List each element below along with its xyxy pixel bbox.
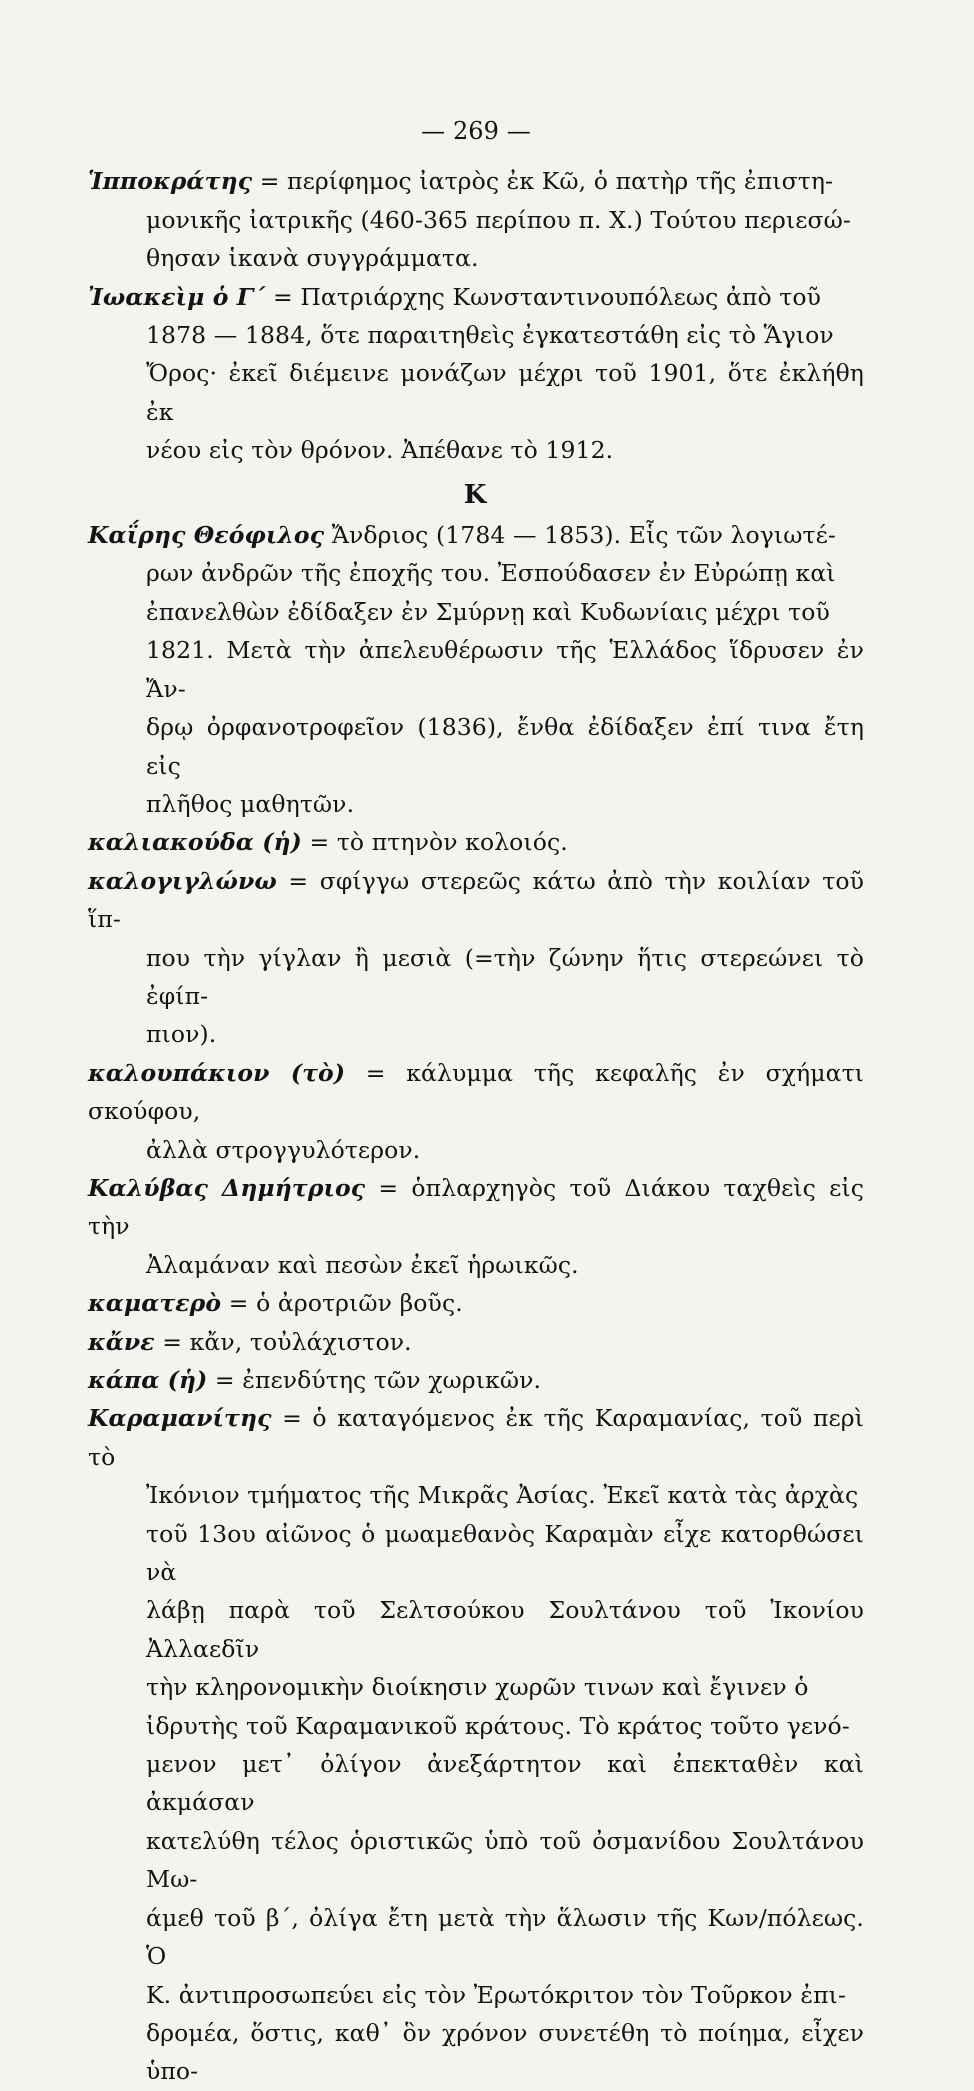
dictionary-entry [88, 1284, 864, 1322]
entry-continuation-line: τοῦ 13ου αἰῶνος ὁ μωαμεθανὸς Καραμὰν εἶχε κατορθώσει νὰ [146, 1519, 864, 1587]
entry-continuation-line: πιον). [146, 1020, 217, 1049]
entry-definition-start: = κἄν, τοὐλάχιστον. [154, 1327, 412, 1356]
entry-continuation-line: Ἀλαμάναν καὶ πεσὼν ἐκεῖ ἡρωικῶς. [146, 1250, 579, 1279]
entry-definition-start: = σφίγγω στερεῶς κάτω ἀπὸ τὴν κοιλίαν τοῦ ἵπ- [88, 866, 864, 934]
entry-continuation-line: 1821. Μετὰ τὴν ἀπελευθέρωσιν τῆς Ἑλλάδος ἵδρυσεν ἐν Ἄν- [146, 636, 864, 703]
dictionary-entry [88, 1399, 864, 2090]
entry-continuation-line: άμεθ τοῦ β΄, ὀλίγα ἔτη μετὰ τὴν ἅλωσιν τῆς Κων/πόλεως. Ὁ [146, 1903, 864, 1971]
entry-continuation-line: Κ. ἀντιπροσωπεύει εἰς τὸν Ἐρωτόκριτον τὸν Τοῦρκον ἐπι- [146, 1980, 846, 2009]
entry-continuation-line: μενον μετ᾽ ὀλίγον ἀνεξάρτητον καὶ ἐπεκταθὲν καὶ ἀκμάσαν [146, 1750, 864, 1817]
entry-continuation-line: μονικῆς ἰατρικῆς (460-365 περίπου π. Χ.) Τούτου περιεσώ- [146, 205, 851, 234]
entry-first-line [88, 1284, 864, 1322]
page-number: — 269 — [421, 117, 531, 145]
entry-definition-start: = ὁ ἀροτριῶν βοῦς. [221, 1289, 463, 1318]
entry-first-line [88, 278, 864, 316]
entry-continuation-line: που τὴν γίγλαν ἢ μεσιὰ (=τὴν ζώνην ἥτις στερεώνει τὸ ἐφίπ- [146, 943, 864, 1010]
entry-term: Καλύβας Δημήτριος [88, 1173, 366, 1202]
entry-definition-start: = κάλυμμα τῆς κεφαλῆς ἐν σχήματι σκούφου, [88, 1058, 864, 1126]
entry-definition-start: = τὸ πτηνὸν κολοιός. [301, 828, 568, 857]
entry-term: Καΐρης Θεόφιλος [88, 521, 325, 550]
entry-continuation-line: κατελύθη τέλος ὁριστικῶς ὑπὸ τοῦ ὀσμανίδου Σουλτάνου Μω- [146, 1826, 864, 1894]
dictionary-entry [88, 516, 864, 823]
entry-term: Ἰωακεὶμ ὁ Γ΄ [88, 282, 266, 311]
entries-after-section [88, 516, 864, 2091]
entry-continuation-line: τὴν κληρονομικὴν διοίκησιν χωρῶν τινων καὶ ἔγινεν ὁ [146, 1673, 809, 1702]
entry-term: Καραμανίτης [88, 1404, 272, 1433]
entry-continuation-line: ἀλλὰ στρογγυλότερον. [146, 1135, 421, 1164]
entry-term: καλογιγλώνω [88, 866, 277, 895]
entry-first-line [88, 1361, 864, 1399]
entry-term: Ἱπποκράτης [88, 167, 253, 196]
entry-definition-start: = ὁ καταγόμενος ἐκ τῆς Καραμανίας, τοῦ περὶ τὸ [88, 1404, 864, 1471]
dictionary-entry [88, 162, 864, 277]
entry-definition-start: = Πατριάρχης Κωνσταντινουπόλεως ἀπὸ τοῦ [265, 282, 822, 311]
entry-continuation-line: νέου εἰς τὸν θρόνον. Ἀπέθανε τὸ 1912. [146, 436, 614, 465]
entry-first-line [88, 823, 864, 861]
section-letter-heading: Κ [463, 479, 489, 510]
dictionary-page [88, 112, 864, 2091]
entry-definition-start: = ὁπλαρχηγὸς τοῦ Διάκου ταχθεὶς εἰς τὴν [88, 1173, 864, 1241]
dictionary-entry [88, 1323, 864, 1361]
entry-first-line [88, 162, 864, 200]
entry-continuation-line: 1878 — 1884, ὅτε παραιτηθεὶς ἐγκατεστάθη εἰς τὸ Ἅγιον [146, 321, 834, 350]
entry-definition-start: = ἐπενδύτης τῶν χωρικῶν. [207, 1366, 542, 1394]
entry-continuation-line: λάβῃ παρὰ τοῦ Σελτσούκου Σουλτάνου τοῦ Ἰκονίου Ἀλλαεδῖν [146, 1596, 864, 1663]
entry-first-line [88, 1169, 864, 1246]
entry-first-line [88, 1054, 864, 1131]
entry-continuation-line: πλῆθος μαθητῶν. [146, 789, 355, 818]
entry-definition-start: = περίφημος ἰατρὸς ἐκ Κῶ, ὁ πατὴρ τῆς ἐπιστη- [252, 167, 834, 196]
entry-term: καματερὸ [88, 1289, 222, 1318]
entry-continuation-line: ρων ἀνδρῶν τῆς ἐποχῆς του. Ἐσπούδασεν ἐν Εὐρώπῃ καὶ [146, 559, 836, 588]
entry-continuation-line: θησαν ἱκανὰ συγγράμματα. [146, 244, 479, 273]
entry-continuation-line: δρομέα, ὅστις, καθ᾽ ὃν χρόνον συνετέθη τὸ ποίημα, εἶχεν ὑπο- [146, 2018, 864, 2086]
entry-term: κἄνε [88, 1327, 155, 1356]
entry-continuation-line: ἐπανελθὼν ἐδίδαξεν ἐν Σμύρνῃ καὶ Κυδωνίαις μέχρι τοῦ [146, 597, 830, 626]
entries-before-section [88, 162, 864, 469]
entry-definition-start: Ἄνδριος (1784 — 1853). Εἷς τῶν λογιωτέ- [324, 521, 836, 550]
entry-first-line [88, 1399, 864, 1476]
entry-continuation-line: Ὄρος· ἐκεῖ διέμεινε μονάζων μέχρι τοῦ 1901, ὅτε ἐκλήθη ἐκ [146, 359, 864, 426]
entry-first-line [88, 1323, 864, 1361]
dictionary-entry [88, 823, 864, 861]
dictionary-entry [88, 278, 864, 470]
entry-continuation-line: δρῳ ὀρφανοτροφεῖον (1836), ἔνθα ἐδίδαξεν ἐπί τινα ἔτη εἰς [146, 713, 864, 780]
entry-term: καλιακούδα (ἡ) [88, 828, 302, 857]
entry-term: κάπα (ἡ) [88, 1366, 208, 1394]
entry-continuation-line: Ἰκόνιον τμήματος τῆς Μικρᾶς Ἀσίας. Ἐκεῖ κατὰ τὰς ἀρχὰς [146, 1481, 859, 1510]
entry-first-line [88, 516, 864, 554]
dictionary-entry [88, 1169, 864, 1284]
entry-first-line [88, 862, 864, 939]
dictionary-entry [88, 1054, 864, 1169]
entry-term: καλουπάκιον (τὸ) [88, 1058, 346, 1087]
entry-continuation-line: ἱδρυτὴς τοῦ Καραμανικοῦ κράτους. Τὸ κράτος τοῦτο γενό- [146, 1711, 850, 1740]
dictionary-entry [88, 862, 864, 1054]
dictionary-entry [88, 1361, 864, 1399]
